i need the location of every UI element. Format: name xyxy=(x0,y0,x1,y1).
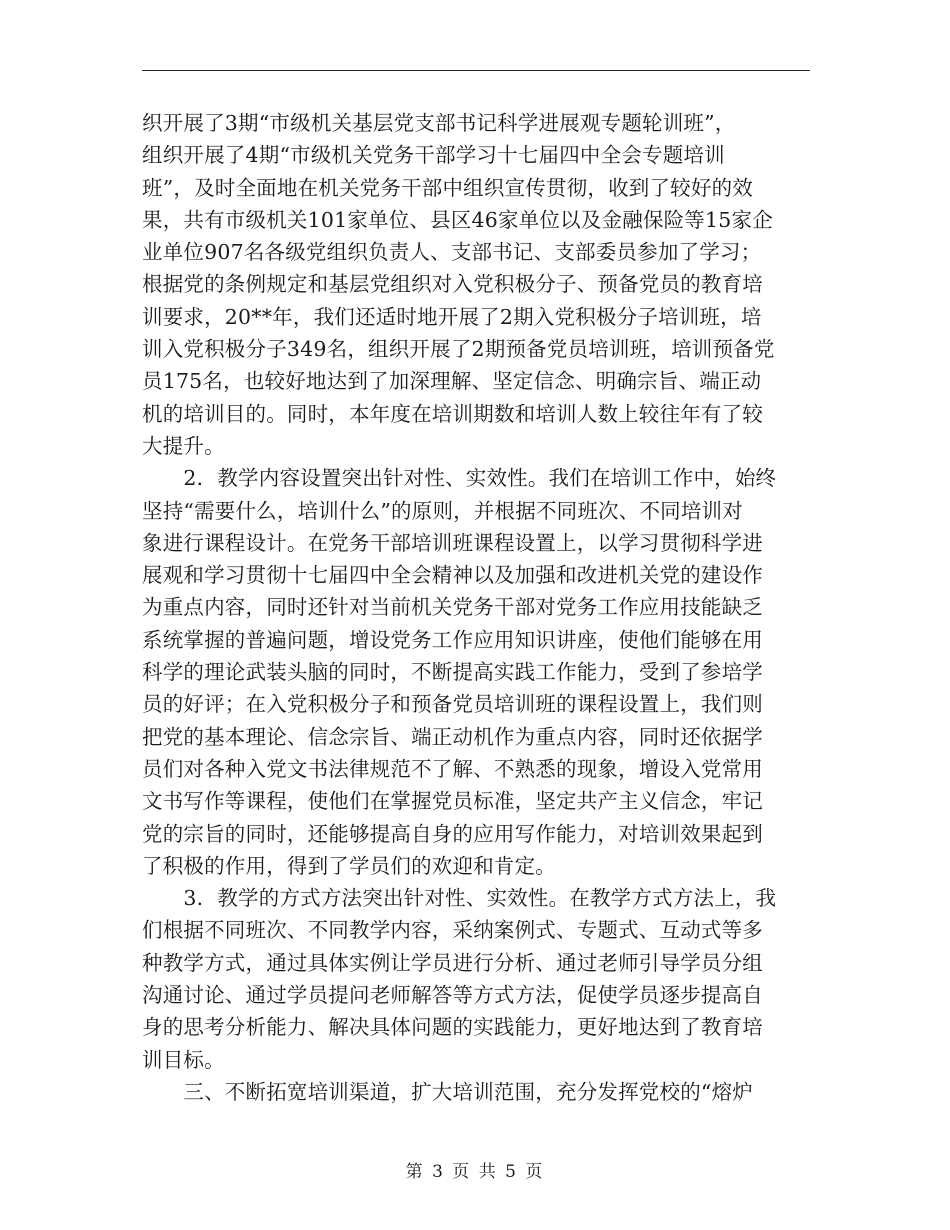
page-number: 第 3 页 共 5 页 xyxy=(405,1162,545,1182)
text-line: 训入党积极分子349名，组织开展了2期预备党员培训班，培训预备党 xyxy=(142,337,775,362)
text-line: 员175名，也较好地达到了加深理解、坚定信念、明确宗旨、端正动 xyxy=(142,369,762,394)
document-body xyxy=(142,107,822,1108)
text-line: 组织开展了4期“市级机关党务干部学习十七届四中全会专题培训 xyxy=(142,143,725,168)
text-line: 身的思考分析能力、解决具体问题的实践能力，更好地达到了教育培 xyxy=(142,1015,763,1040)
text-line: 训要求，20**年，我们还适时地开展了2期入党积极分子培训班，培 xyxy=(142,304,762,329)
text-line: 展观和学习贯彻十七届四中全会精神以及加强和改进机关党的建设作 xyxy=(142,563,763,588)
text-line: 象进行课程设计。在党务干部培训班课程设置上，以学习贯彻科学进 xyxy=(142,530,763,555)
text-line: 为重点内容，同时还针对当前机关党务干部对党务工作应用技能缺乏 xyxy=(142,595,763,620)
text-line: 坚持“需要什么，培训什么”的原则，并根据不同班次、不同培训对 xyxy=(142,498,743,523)
text-line: 训目标。 xyxy=(142,1047,225,1072)
text-line: 3．教学的方式方法突出针对性、实效性。在教学方式方法上，我 xyxy=(142,886,777,911)
text-line: 三、不断拓宽培训渠道，扩大培训范围，充分发挥党校的“熔炉 xyxy=(142,1079,753,1104)
text-line: 业单位907名各级党组织负责人、支部书记、支部委员参加了学习； xyxy=(142,240,762,265)
text-line: 果，共有市级机关101家单位、县区46家单位以及金融保险等15家企 xyxy=(142,207,773,232)
text-line: 2．教学内容设置突出针对性、实效性。我们在培训工作中，始终 xyxy=(142,466,777,491)
text-line: 沟通讨论、通过学员提问老师解答等方式方法，促使学员逐步提高自 xyxy=(142,983,763,1008)
text-line: 员们对各种入党文书法律规范不了解、不熟悉的现象，增设入党常用 xyxy=(142,756,763,781)
text-line: 种教学方式，通过具体实例让学员进行分析、通过老师引导学员分组 xyxy=(142,950,763,975)
text-line: 机的培训目的。同时，本年度在培训期数和培训人数上较往年有了较 xyxy=(142,401,763,426)
text-line: 根据党的条例规定和基层党组织对入党积极分子、预备党员的教育培 xyxy=(142,272,763,297)
text-line: 系统掌握的普遍问题，增设党务工作应用知识讲座，使他们能够在用 xyxy=(142,627,763,652)
text-line: 们根据不同班次、不同教学内容，采纳案例式、专题式、互动式等多 xyxy=(142,918,763,943)
text-line: 把党的基本理论、信念宗旨、端正动机作为重点内容，同时还依据学 xyxy=(142,724,763,749)
text-line: 党的宗旨的同时，还能够提高自身的应用写作能力，对培训效果起到 xyxy=(142,821,763,846)
text-line: 织开展了3期“市级机关基层党支部书记科学进展观专题轮训班”， xyxy=(142,111,736,135)
header-rule xyxy=(142,70,810,71)
text-line: 员的好评；在入党积极分子和预备党员培训班的课程设置上，我们则 xyxy=(142,692,763,717)
text-line: 了积极的作用，得到了学员们的欢迎和肯定。 xyxy=(142,853,556,878)
text-line: 大提升。 xyxy=(142,433,225,458)
text-line: 文书写作等课程，使他们在掌握党员标准，坚定共产主义信念，牢记 xyxy=(142,789,763,814)
text-line: 班”，及时全面地在机关党务干部中组织宣传贯彻，收到了较好的效 xyxy=(142,175,753,200)
text-line: 科学的理论武装头脑的同时，不断提高实践工作能力，受到了参培学 xyxy=(142,660,763,685)
